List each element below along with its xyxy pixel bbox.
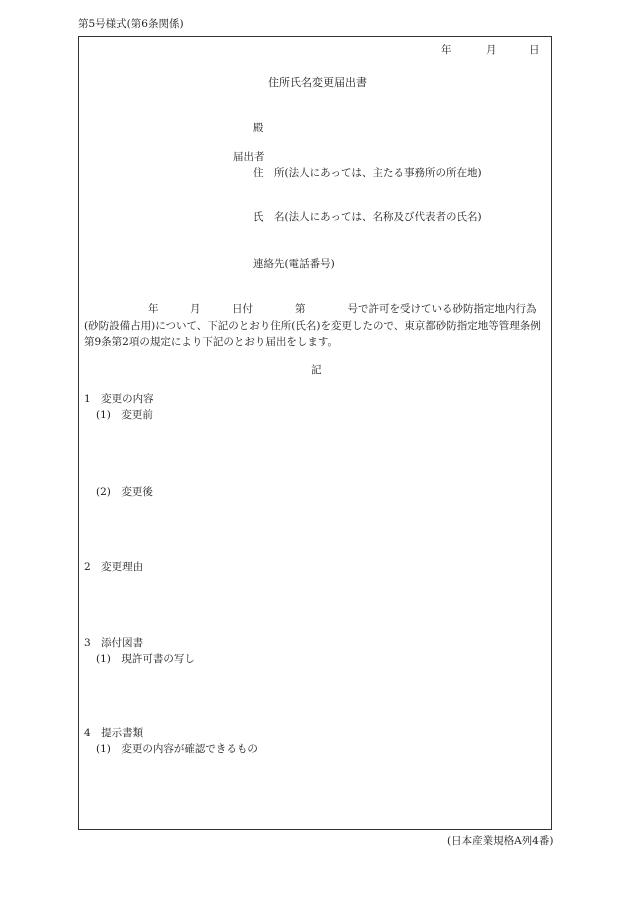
addressee-honorific: 殿	[253, 122, 264, 134]
notifier-label: 届出者	[233, 151, 265, 163]
item-1-heading: 1 変更の内容	[84, 393, 154, 405]
body-line-1: 年 月 日付 第 号で許可を受けている砂防指定地内行為	[148, 303, 537, 315]
date-month: 月	[486, 44, 497, 56]
name-label: 氏 名(法人にあっては、名称及び代表者の氏名)	[253, 211, 482, 223]
body-line-3: 第9条第2項の規定により下記のとおり届出をします。	[84, 336, 339, 348]
item-1-2-after: (2) 変更後	[96, 486, 153, 498]
item-3-1: (1) 現許可書の写し	[96, 653, 195, 665]
item-2-heading: 2 変更理由	[84, 561, 144, 573]
item-3-heading: 3 添付図書	[84, 637, 144, 649]
item-1-1-before: (1) 変更前	[96, 409, 153, 421]
body-line-2: (砂防設備占用)について、下記のとおり住所(氏名)を変更したので、東京都砂防指定地等管理条例	[84, 319, 541, 332]
document-title: 住所氏名変更届出書	[268, 76, 367, 89]
date-day: 日	[529, 44, 540, 56]
body-paragraph	[84, 301, 548, 351]
date-year: 年	[441, 44, 452, 56]
form-frame	[78, 36, 552, 830]
item-4-heading: 4 提示書類	[84, 727, 144, 739]
item-4-1: (1) 変更の内容が確認できるもの	[96, 743, 258, 755]
address-label: 住 所(法人にあっては、主たる事務所の所在地)	[253, 167, 482, 179]
ki-heading: 記	[311, 364, 322, 376]
paper-size-note: (日本産業規格A列4番)	[447, 835, 554, 847]
contact-label: 連絡先(電話番号)	[253, 258, 335, 270]
form-label: 第5号様式(第6条関係)	[78, 18, 184, 30]
